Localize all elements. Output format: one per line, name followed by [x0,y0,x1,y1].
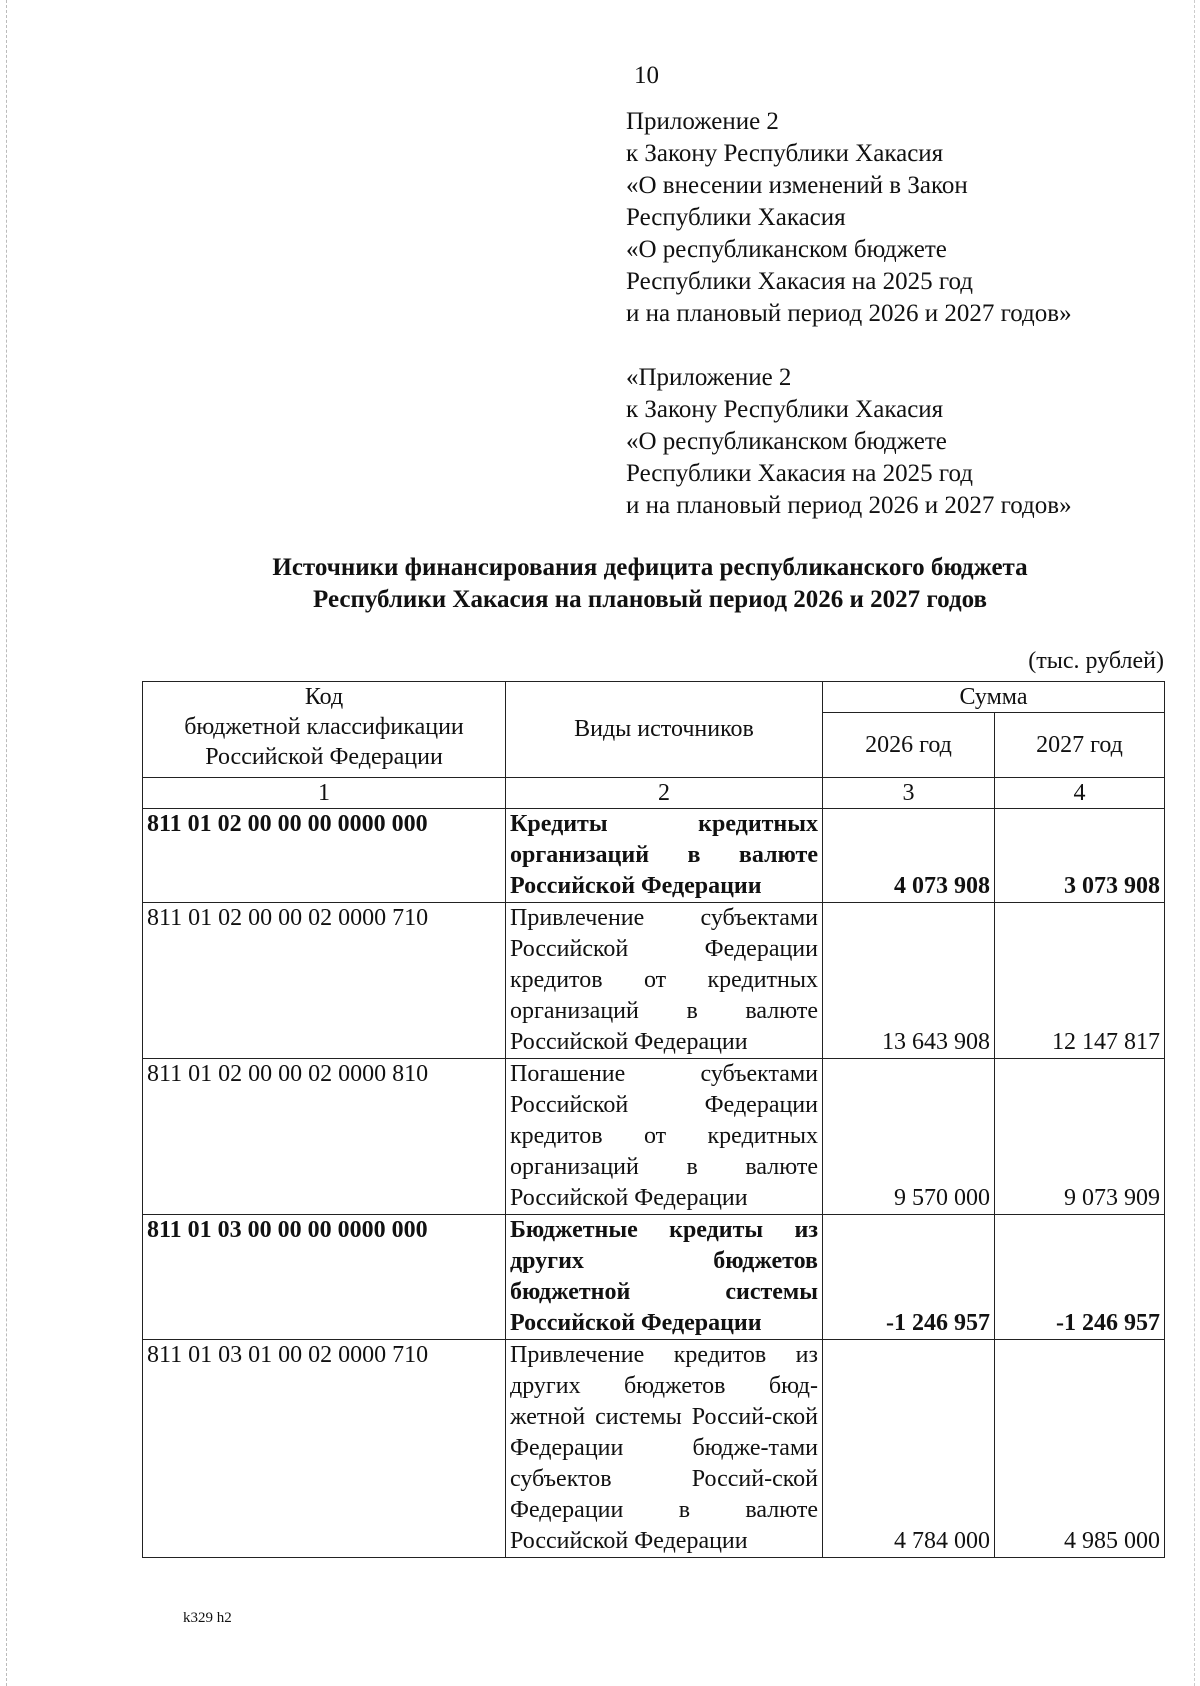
column-number: 1 [143,778,506,809]
annex-line: «О внесении изменений в Закон [626,172,968,199]
column-number: 3 [823,778,995,809]
row-amount-2027: 3 073 908 [995,809,1165,903]
units-note: (тыс. рублей) [1028,648,1164,674]
row-code: 811 01 02 00 00 02 0000 810 [143,1059,506,1215]
header-source-type: Виды источников [506,682,823,778]
header-sum: Сумма [823,682,1165,713]
row-amount-2026: 13 643 908 [823,903,995,1059]
table-row [143,1215,1165,1340]
annex-line: Республики Хакасия [626,204,846,231]
annex-line: к Закону Республики Хакасия [626,140,944,167]
row-amount-2027: 12 147 817 [995,903,1165,1059]
table-header-row [143,682,1165,713]
row-amount-2026: 9 570 000 [823,1059,995,1215]
annex-line: «Приложение 2 [626,364,792,391]
header-code [143,682,506,778]
annex-line: и на плановый период 2026 и 2027 годов» [626,492,1072,519]
title-line: Источники финансирования дефицита республиканского бюджета [272,554,1028,581]
header-year-2026: 2026 год [823,713,995,778]
row-code: 811 01 02 00 00 00 0000 000 [143,809,506,903]
annex-line: к Закону Республики Хакасия [626,396,944,423]
row-amount-2027: -1 246 957 [995,1215,1165,1340]
table-row [143,903,1165,1059]
table-row [143,1059,1165,1215]
page-edge-right [1194,0,1195,1686]
column-number: 2 [506,778,823,809]
annex-line: «О республиканском бюджете [626,236,947,263]
table-row [143,809,1165,903]
row-source-type: Привлечение кредитов из других бюджетов бюд-жетной системы Россий-ской Федерации бюдже-тами субъектов Россий-ской Федерации в валюте Российской Федерации [506,1340,823,1558]
row-amount-2026: -1 246 957 [823,1215,995,1340]
row-amount-2027: 4 985 000 [995,1340,1165,1558]
row-code: 811 01 03 01 00 02 0000 710 [143,1340,506,1558]
header-code-line: Код [304,684,344,710]
row-code: 811 01 03 00 00 00 0000 000 [143,1215,506,1340]
annex-amending-heading [626,106,1186,330]
row-source-type: Бюджетные кредиты из других бюджетов бюджетной системы Российской Федерации [506,1215,823,1340]
row-code: 811 01 02 00 00 02 0000 710 [143,903,506,1059]
row-amount-2027: 9 073 909 [995,1059,1165,1215]
row-amount-2026: 4 073 908 [823,809,995,903]
annex-line: «О республиканском бюджете [626,428,947,455]
annex-line: Республики Хакасия на 2025 год [626,460,974,487]
page-number: 10 [634,62,659,89]
row-source-type: Привлечение субъектами Российской Федерации кредитов от кредитных организаций в валюте Российской Федерации [506,903,823,1059]
row-amount-2026: 4 784 000 [823,1340,995,1558]
annex-original-heading [626,362,1186,522]
column-numbers-row [143,778,1165,809]
title-line: Республики Хакасия на плановый период 2026 и 2027 годов [313,586,987,613]
column-number: 4 [995,778,1165,809]
page-edge-left [6,0,7,1686]
header-year-2027: 2027 год [995,713,1165,778]
financing-sources-table [142,681,1165,1558]
document-title [130,552,1170,616]
annex-line: Республики Хакасия на 2025 год [626,268,974,295]
annex-line: и на плановый период 2026 и 2027 годов» [626,300,1072,327]
annex-line: Приложение 2 [626,108,779,135]
header-code-line: Российской Федерации [205,744,443,770]
row-source-type: Кредиты кредитных организаций в валюте Российской Федерации [506,809,823,903]
header-code-line: бюджетной классификации [184,714,464,740]
table-row [143,1340,1165,1558]
footer-document-code: k329 h2 [183,1610,232,1626]
row-source-type: Погашение субъектами Российской Федерации кредитов от кредитных организаций в валюте Российской Федерации [506,1059,823,1215]
